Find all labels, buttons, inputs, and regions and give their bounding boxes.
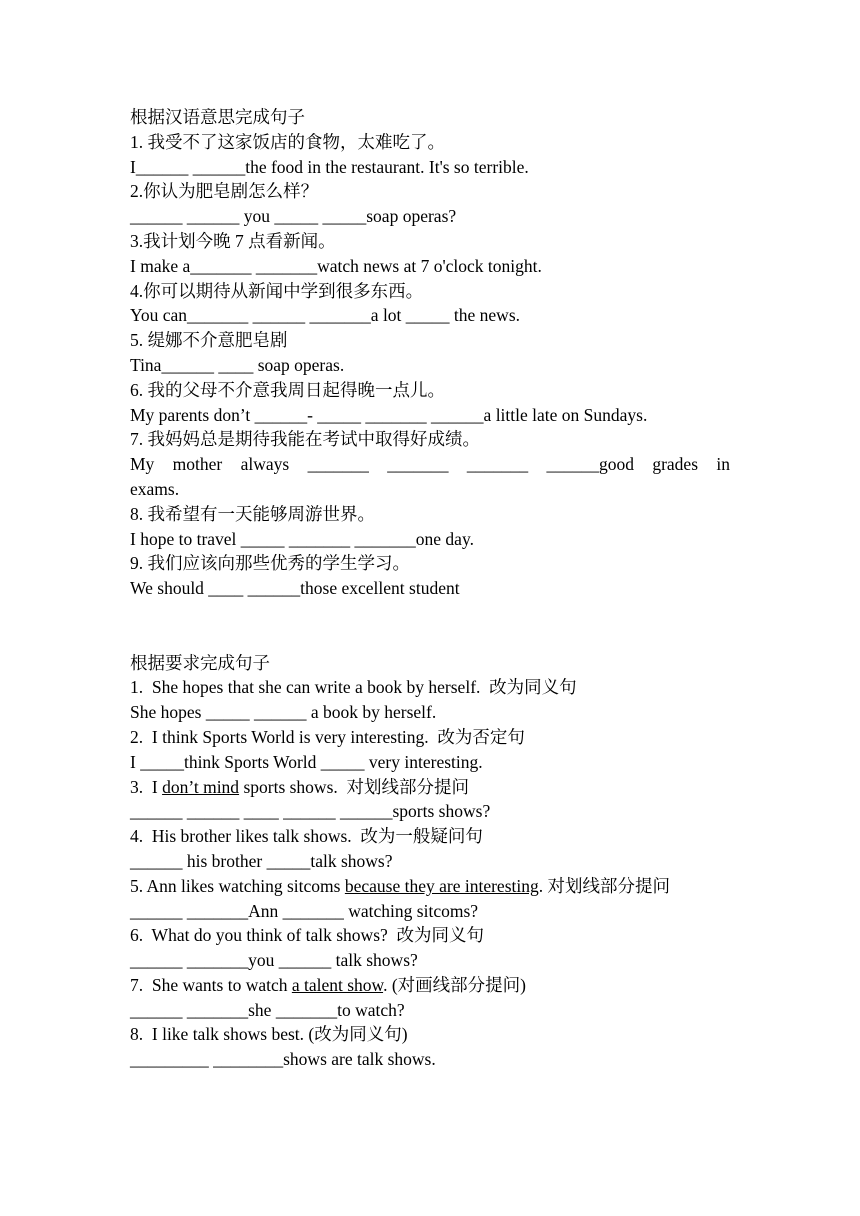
- question-en: My parents don’t ______- _____ _______ ______a little late on Sundays.: [130, 404, 648, 425]
- task-question: 1. She hopes that she can write a book by herself. 改为同义句: [130, 677, 577, 698]
- question-zh: 2.你认为肥皂剧怎么样？: [130, 181, 319, 202]
- question-zh: 5. 缇娜不介意肥皂剧: [130, 330, 288, 351]
- question-text: . 对划线部分提问: [538, 875, 670, 896]
- task-answer: ______ his brother _____talk shows?: [130, 850, 393, 871]
- question-text: sports shows. 对划线部分提问: [239, 776, 470, 797]
- underlined-phrase: don’t mind: [162, 776, 240, 797]
- question-text: 3. I: [130, 776, 163, 797]
- question-en: My mother always _______ _______ _______ ______good grades in: [130, 454, 730, 475]
- question-en: Tina______ ____ soap operas.: [130, 354, 345, 375]
- underlined-phrase: a talent show: [291, 974, 384, 995]
- task-answer: ______ ______ ____ ______ ______sports shows?: [130, 801, 491, 822]
- task-answer: ______ _______you ______ talk shows?: [130, 950, 418, 971]
- question-en: I______ ______the food in the restaurant. It's so terrible.: [130, 156, 529, 177]
- question-zh: 3.我计划今晚 7 点看新闻。: [130, 230, 336, 251]
- question-zh: 6. 我的父母不介意我周日起得晚一点儿。: [130, 379, 445, 400]
- question-text: 7. She wants to watch: [130, 974, 292, 995]
- question-en-continued: exams.: [130, 478, 180, 499]
- task-question: [130, 973, 730, 998]
- task-question: 6. What do you think of talk shows? 改为同义句: [130, 925, 485, 946]
- question-text: 5. Ann likes watching sitcoms: [130, 875, 345, 896]
- document-page: [130, 105, 730, 1072]
- task-question: 8. I like talk shows best. (改为同义句): [130, 1024, 408, 1045]
- section-heading-transform: 根据要求完成句子: [130, 652, 270, 673]
- task-question: 2. I think Sports World is very interesting. 改为否定句: [130, 726, 525, 747]
- question-zh: 4.你可以期待从新闻中学到很多东西。: [130, 280, 424, 301]
- question-en: You can_______ ______ _______a lot _____ the news.: [130, 305, 521, 326]
- task-answer: ______ _______Ann _______ watching sitcoms?: [130, 900, 479, 921]
- task-question: [130, 874, 730, 899]
- section-heading-translation: 根据汉语意思完成句子: [130, 107, 305, 127]
- task-answer: She hopes _____ ______ a book by herself.: [130, 702, 437, 723]
- task-question: 4. His brother likes talk shows. 改为一般疑问句: [130, 826, 483, 847]
- question-zh: 8. 我希望有一天能够周游世界。: [130, 503, 375, 524]
- question-zh: 1. 我受不了这家饭店的食物，太难吃了。: [130, 131, 445, 152]
- task-question: [130, 775, 730, 800]
- question-zh: 7. 我妈妈总是期待我能在考试中取得好成绩。: [130, 429, 480, 450]
- question-zh: 9. 我们应该向那些优秀的学生学习。: [130, 553, 410, 574]
- question-en: I make a_______ _______watch news at 7 o'clock tonight.: [130, 255, 542, 276]
- task-answer: I _____think Sports World _____ very interesting.: [130, 751, 483, 772]
- question-en: ______ ______ you _____ _____soap operas?: [130, 206, 457, 227]
- question-text: . (对画线部分提问): [383, 974, 526, 995]
- question-en: We should ____ ______those excellent student: [130, 578, 460, 599]
- section-spacer: [130, 601, 730, 651]
- question-en: I hope to travel _____ _______ _______one day.: [130, 528, 474, 549]
- task-answer: ______ _______she _______to watch?: [130, 999, 405, 1020]
- task-answer: _________ ________shows are talk shows.: [130, 1049, 436, 1070]
- underlined-phrase: because they are interesting: [344, 875, 539, 896]
